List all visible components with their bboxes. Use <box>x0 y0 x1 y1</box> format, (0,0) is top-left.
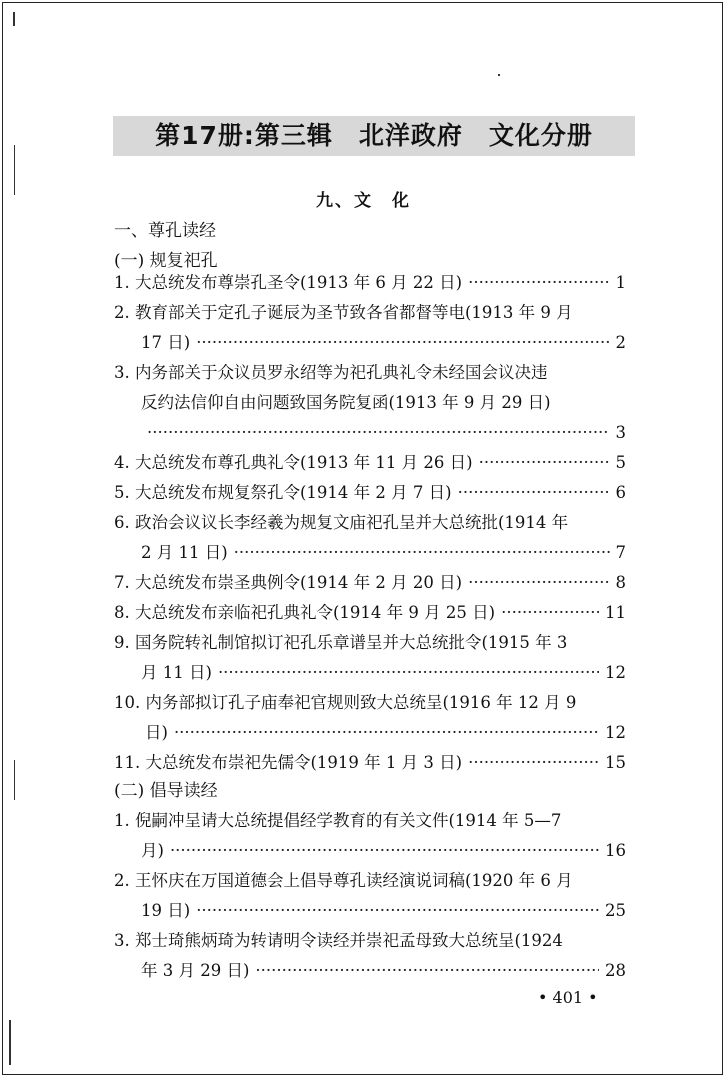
dot-leader <box>170 836 599 866</box>
toc-entry-last-line <box>114 896 626 926</box>
toc-entry-line <box>114 298 626 328</box>
toc-entry-text: 月 11 日) <box>141 663 212 682</box>
scan-mark <box>9 1020 11 1065</box>
toc-entry-last-line <box>114 418 626 448</box>
dot-leader <box>234 538 610 568</box>
toc-entry-text: 5. 大总统发布规复祭孔令(1914 年 2 月 7 日) <box>114 483 452 502</box>
toc-entry-text: 8. 大总统发布亲临祀孔典礼令(1914 年 9 月 25 日) <box>114 603 496 622</box>
toc-entry-page: 6 <box>615 483 626 502</box>
dot-leader <box>468 568 609 598</box>
toc-entry-last-line <box>114 448 626 478</box>
subheading-2: (二) 倡导读经 <box>114 781 218 801</box>
subheading-1: (一) 规复祀孔 <box>114 251 218 271</box>
toc-entry-page: 2 <box>615 333 626 352</box>
toc-entry-line <box>114 388 626 418</box>
toc-entry-text: 1. 大总统发布尊崇孔圣令(1913 年 6 月 22 日) <box>114 273 463 292</box>
toc-entry-last-line <box>114 478 626 508</box>
toc-entry-last-line <box>114 718 626 748</box>
toc-entry-last-line <box>114 836 626 866</box>
toc-entry <box>114 268 626 298</box>
page-number: • 401 • <box>538 988 598 1007</box>
toc-entry-last-line <box>114 568 626 598</box>
toc-entry-page: 15 <box>605 753 626 772</box>
toc-entry-last-line <box>114 328 626 358</box>
toc-entry-page: 16 <box>605 841 626 860</box>
toc-entry-page: 12 <box>605 723 626 742</box>
toc-entry-line <box>114 866 626 896</box>
toc-entry-last-line <box>114 956 626 986</box>
toc-entry-page: 25 <box>605 901 626 920</box>
toc-entry-last-line <box>114 268 626 298</box>
toc-group-1 <box>114 268 626 778</box>
toc-entry-line <box>114 358 626 388</box>
dot-leader <box>174 718 599 748</box>
toc-entry <box>114 866 626 926</box>
toc-entry-text: 月) <box>141 841 164 860</box>
toc-group-2 <box>114 806 626 986</box>
dot-leader <box>468 268 609 298</box>
toc-entry-line <box>114 628 626 658</box>
dot-leader <box>196 896 599 926</box>
toc-entry <box>114 508 626 568</box>
dot-leader <box>196 328 609 358</box>
scan-mark <box>14 760 15 800</box>
dot-leader <box>255 956 599 986</box>
dot-leader <box>147 418 610 448</box>
toc-entry-page: 12 <box>605 663 626 682</box>
toc-entry-last-line <box>114 748 626 778</box>
toc-entry <box>114 598 626 628</box>
scan-speck <box>498 74 500 76</box>
toc-entry <box>114 806 626 866</box>
dot-leader <box>458 478 610 508</box>
toc-entry-text: 17 日) <box>141 333 191 352</box>
toc-entry-last-line <box>114 538 626 568</box>
toc-entry-line <box>114 926 626 956</box>
toc-entry-text: 7. 大总统发布崇圣典例令(1914 年 2 月 20 日) <box>114 573 463 592</box>
toc-entry-last-line <box>114 658 626 688</box>
toc-entry-line <box>114 806 626 836</box>
dot-leader <box>501 598 599 628</box>
toc-entry <box>114 298 626 358</box>
toc-entry-text: 年 3 月 29 日) <box>141 961 250 980</box>
toc-entry-text: 19 日) <box>141 901 191 920</box>
toc-entry <box>114 568 626 598</box>
toc-entry-text: 11. 大总统发布崇祀先儒令(1919 年 1 月 3 日) <box>114 753 463 772</box>
toc-entry <box>114 478 626 508</box>
dot-leader <box>218 658 599 688</box>
toc-entry-line <box>114 688 626 718</box>
volume-title: 第17册:第三辑 北洋政府 文化分册 <box>155 121 593 150</box>
toc-entry-page: 28 <box>605 961 626 980</box>
toc-entry <box>114 926 626 986</box>
toc-entry <box>114 358 626 448</box>
toc-entry-text: 3. 郑士琦熊炳琦为转请明令读经并崇祀孟母致大总统呈(1924 <box>114 931 563 950</box>
toc-entry <box>114 628 626 688</box>
toc-entry-line <box>114 508 626 538</box>
section-title: 九、文 化 <box>316 191 411 211</box>
toc-entry-page: 5 <box>615 453 626 472</box>
toc-entry-page: 8 <box>615 573 626 592</box>
toc-entry-last-line <box>114 598 626 628</box>
toc-entry-text: 2. 教育部关于定孔子诞辰为圣节致各省都督等电(1913 年 9 月 <box>114 303 573 322</box>
toc-entry-page: 1 <box>615 273 626 292</box>
toc-entry-text: 4. 大总统发布尊孔典礼令(1913 年 11 月 26 日) <box>114 453 473 472</box>
scan-mark <box>13 12 15 26</box>
toc-entry-text: 6. 政治会议议长李经羲为规复文庙祀孔呈并大总统批(1914 年 <box>114 513 569 532</box>
dot-leader <box>479 448 610 478</box>
toc-entry <box>114 748 626 778</box>
toc-entry <box>114 448 626 478</box>
toc-entry-text: 1. 倪嗣冲呈请大总统提倡经学教育的有关文件(1914 年 5—7 <box>114 811 562 830</box>
toc-entry <box>114 688 626 748</box>
toc-entry-page: 7 <box>615 543 626 562</box>
toc-entry-text: 反约法信仰自由问题致国务院复函(1913 年 9 月 29 日) <box>141 393 551 412</box>
toc-entry-text: 9. 国务院转礼制馆拟订祀孔乐章谱呈并大总统批令(1915 年 3 <box>114 633 568 652</box>
toc-entry-text: 2 月 11 日) <box>141 543 228 562</box>
heading-1: 一、尊孔读经 <box>114 221 216 241</box>
dot-leader <box>468 748 599 778</box>
toc-entry-text: 2. 王怀庆在万国道德会上倡导尊孔读经演说词稿(1920 年 6 月 <box>114 871 573 890</box>
toc-entry-text: 10. 内务部拟订孔子庙奉祀官规则致大总统呈(1916 年 12 月 9 <box>114 693 577 712</box>
toc-entry-text: 3. 内务部关于众议员罗永绍等为祀孔典礼令未经国会议决违 <box>114 363 548 382</box>
toc-entry-text: 日) <box>145 723 168 742</box>
volume-banner <box>113 116 635 156</box>
toc-entry-page: 3 <box>615 423 626 442</box>
toc-entry-page: 11 <box>605 603 626 622</box>
